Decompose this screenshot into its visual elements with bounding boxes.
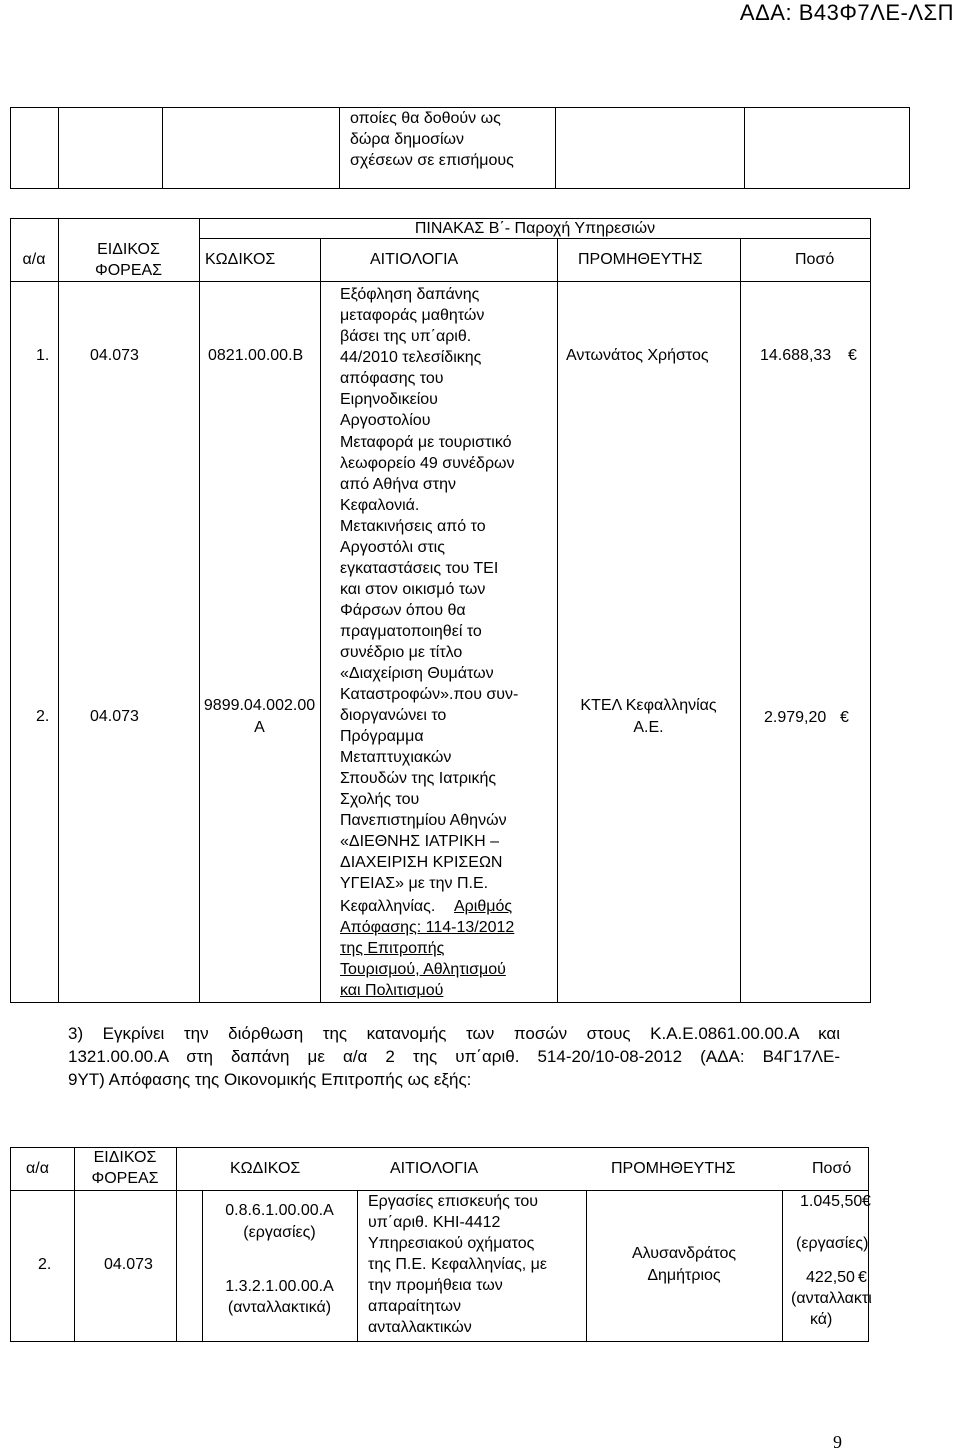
cell-aitiologia-line: «ΔΙΕΘΝΗΣ ΙΑΤΡΙΚΗ –	[340, 833, 499, 850]
cell-kodikos: 1.3.2.1.00.00.Α	[225, 1278, 334, 1295]
cell-kodikos: 0821.00.00.Β	[208, 347, 304, 364]
cell-aitiologia-line: της Π.Ε. Κεφαλληνίας, με	[368, 1256, 548, 1273]
cell-aitiologia-line: Φάρσων όπου θα	[340, 602, 466, 619]
decision-link[interactable]: Αριθμός	[454, 898, 513, 915]
cell-kodikos: Α	[254, 719, 265, 736]
header-kodikos: ΚΩΔΙΚΟΣ	[230, 1160, 301, 1177]
cell-aitiologia-line: από Αθήνα στην	[340, 476, 457, 493]
header-foreas: ΦΟΡΕΑΣ	[91, 1170, 159, 1187]
cell-aitiologia-line: 44/2010 τελεσίδικης	[340, 349, 482, 366]
cell-aitiologia-line: απαραίτητων	[368, 1298, 462, 1315]
cell-poso-note: κά)	[810, 1311, 833, 1328]
cell-aitiologia-line: μεταφοράς μαθητών	[340, 307, 485, 324]
cell-poso: 1.045,50	[800, 1193, 863, 1210]
cell-aitiologia-line: Αργοστολίου	[340, 412, 431, 429]
cell-aa: 2.	[36, 708, 50, 725]
cell-kodikos: (ανταλλακτικά)	[227, 1299, 332, 1316]
cell-aitiologia-line: εγκαταστάσεις του ΤΕΙ	[340, 560, 499, 577]
cell-aitiologia-line: Εξόφληση δαπάνης	[340, 286, 480, 303]
cell-kodikos: 0.8.6.1.00.00.Α	[225, 1202, 334, 1219]
cell-aitiologia-line: Υπηρεσιακού οχήματος	[368, 1235, 535, 1252]
cell-kodikos: 9899.04.002.00	[203, 697, 316, 714]
cell-aa: 2.	[38, 1256, 52, 1273]
header-aitiologia: ΑΙΤΙΟΛΟΓΙΑ	[370, 251, 459, 268]
euro-icon: €	[862, 1193, 871, 1210]
paragraph-line: 9ΥΤ) Απόφασης της Οικονομικής Επιτροπής ως εξής:	[68, 1070, 472, 1089]
cell-aitiologia-line: Καταστροφών».που συν-	[340, 686, 519, 703]
cell-aitiologia-line: Μεταπτυχιακών	[340, 749, 452, 766]
cell-poso-note: (εργασίες)	[796, 1235, 869, 1252]
euro-icon: €	[848, 347, 857, 364]
cell-aitiologia-line: πραγματοποιηθεί το	[340, 623, 482, 640]
cell-aitiologia-line: λεωφορείο 49 συνέδρων	[340, 455, 515, 472]
paragraph-line: 1321.00.00.Α στη δαπάνη με α/α 2 της υπ΄αριθ. 514-20/10-08-2012 (ΑΔΑ: Β4Γ17ΛΕ-	[68, 1047, 840, 1066]
header-poso: Ποσό	[812, 1160, 852, 1177]
decision-link[interactable]: της Επιτροπής	[340, 940, 445, 957]
ada-stamp: ΑΔΑ: Β43Φ7ΛΕ-ΛΣΠ	[739, 0, 954, 25]
cell-aitiologia-line: απόφασης του	[340, 370, 444, 387]
cell-aitiologia-line: την προμήθεια των	[368, 1277, 503, 1294]
continued-text-line: δώρα δημοσίων	[350, 131, 465, 148]
decision-link[interactable]: Τουρισμού, Αθλητισμού	[340, 961, 506, 978]
cell-aitiologia-line: Σχολής του	[340, 791, 420, 808]
cell-aitiologia-line: υπ΄αριθ. ΚΗΙ-4412	[368, 1214, 501, 1231]
decision-link[interactable]: Απόφασης: 114-13/2012	[340, 919, 515, 936]
cell-foreas: 04.073	[90, 347, 139, 364]
cell-aitiologia-line: Πανεπιστημίου Αθηνών	[340, 812, 507, 829]
cell-aitiologia-line: Κεφαλονιά.	[340, 497, 420, 514]
header-kodikos: ΚΩΔΙΚΟΣ	[205, 251, 276, 268]
continued-text-line: οποίες θα δοθούν ως	[350, 110, 501, 127]
cell-aa: 1.	[36, 347, 50, 364]
cell-promitheftis: Δημήτριος	[647, 1267, 721, 1284]
cell-aitiologia-line: Μετακινήσεις από το	[340, 518, 486, 535]
cell-promitheftis: ΚΤΕΛ Κεφαλληνίας	[580, 697, 717, 714]
cell-poso: 14.688,33	[760, 347, 832, 364]
cell-aitiologia-line: Σπουδών της Ιατρικής	[340, 770, 497, 787]
header-poso: Ποσό	[795, 251, 835, 268]
cell-aitiologia-line: Ειρηνοδικείου	[340, 391, 438, 408]
cell-poso: 2.979,20	[764, 709, 827, 726]
cell-aitiologia-line: ΔΙΑΧΕΙΡΙΣΗ ΚΡΙΣΕΩΝ	[340, 854, 503, 871]
header-aa: α/α	[22, 251, 46, 268]
cell-poso-note: (ανταλλακτι	[791, 1290, 872, 1307]
cell-aitiologia-line: Κεφαλληνίας.	[340, 898, 436, 915]
cell-aitiologia-line: βάσει της υπ΄αριθ.	[340, 328, 472, 345]
cell-aitiologia-line: Πρόγραμμα	[340, 728, 424, 745]
cell-aitiologia-line: συνέδριο με τίτλο	[340, 644, 463, 661]
cell-promitheftis: Αντωνάτος Χρήστος	[566, 347, 709, 364]
page-number: 9	[833, 1432, 842, 1452]
euro-icon: €	[840, 709, 849, 726]
cell-promitheftis: Α.Ε.	[633, 719, 664, 736]
cell-kodikos: (εργασίες)	[243, 1224, 316, 1241]
cell-aitiologia-line: διοργανώνει το	[340, 707, 447, 724]
header-aitiologia: ΑΙΤΙΟΛΟΓΙΑ	[390, 1160, 479, 1177]
cell-aitiologia-line: Εργασίες επισκευής του	[368, 1193, 539, 1210]
table-title: ΠΙΝΑΚΑΣ Β΄- Παροχή Υπηρεσιών	[414, 220, 656, 237]
cell-aitiologia-line: Μεταφορά με τουριστικό	[340, 434, 512, 451]
cell-aitiologia-line: ΥΓΕΙΑΣ» με την Π.Ε.	[340, 875, 489, 892]
cell-aitiologia-line: Αργοστόλι στις	[340, 539, 445, 556]
header-foreas: ΕΙΔΙΚΟΣ	[93, 1149, 157, 1166]
cell-aitiologia-line: ανταλλακτικών	[368, 1319, 472, 1336]
euro-icon: €	[858, 1269, 867, 1286]
cell-aitiologia-line: και στον οικισμό των	[340, 581, 486, 598]
decision-link[interactable]: και Πολιτισμού	[340, 982, 444, 999]
header-foreas: ΕΙΔΙΚΟΣ	[97, 241, 160, 258]
cell-foreas: 04.073	[104, 1256, 153, 1273]
continued-text-line: σχέσεων σε επισήμους	[350, 152, 514, 169]
cell-promitheftis: Αλυσανδράτος	[631, 1245, 737, 1262]
cell-foreas: 04.073	[90, 708, 139, 725]
header-promitheftis: ΠΡΟΜΗΘΕΥΤΗΣ	[578, 251, 703, 268]
paragraph-line: 3) Εγκρίνει την διόρθωση της κατανομής των ποσών στους Κ.Α.Ε.0861.00.00.Α και	[68, 1024, 840, 1043]
cell-poso: 422,50	[806, 1269, 855, 1286]
header-foreas: ΦΟΡΕΑΣ	[94, 262, 163, 279]
header-aa: α/α	[26, 1160, 49, 1177]
correction-paragraph	[68, 1022, 840, 1091]
cell-aitiologia-line: «Διαχείριση Θυμάτων	[340, 665, 494, 682]
header-promitheftis: ΠΡΟΜΗΘΕΥΤΗΣ	[611, 1160, 736, 1177]
